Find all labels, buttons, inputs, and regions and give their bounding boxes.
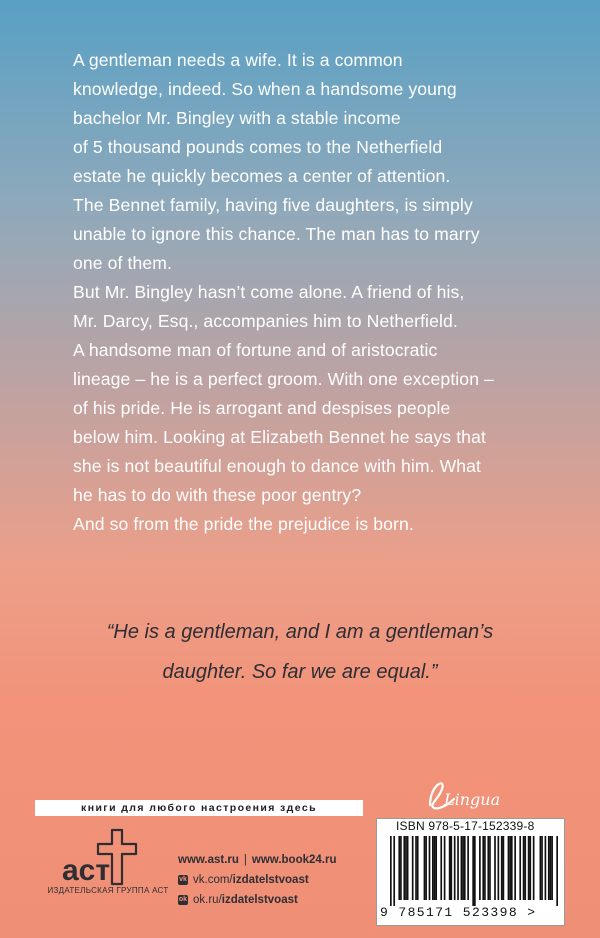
ast-logo	[58, 826, 154, 888]
barcode-bar	[432, 836, 434, 900]
barcode-bar	[523, 836, 525, 900]
ok-icon: ok	[178, 896, 188, 903]
barcode-bar	[472, 836, 474, 906]
barcode-bar	[551, 836, 553, 900]
barcode-bar	[545, 836, 547, 900]
blurb-line: But Mr. Bingley hasn’t come alone. A friend of his,	[73, 282, 465, 302]
barcode-bar	[489, 836, 491, 900]
barcode-bar	[541, 836, 543, 900]
blurb-line: bachelor Mr. Bingley with a stable income	[73, 108, 401, 128]
barcode-bar	[519, 836, 521, 900]
barcode-bar	[415, 836, 417, 900]
slogan-bar: книги для любого настроения здесь	[35, 800, 363, 816]
barcode-bar	[467, 836, 469, 900]
barcode-bar	[548, 836, 550, 900]
barcode-bar	[528, 836, 530, 900]
barcode-bar	[514, 836, 516, 900]
blurb-line: of 5 thousand pounds comes to the Netherfield	[73, 137, 443, 157]
barcode-bar	[449, 836, 451, 900]
barcode-bar	[407, 836, 409, 900]
blurb-line: she is not beautiful enough to dance with him. What	[73, 456, 482, 476]
barcode-bar	[501, 836, 503, 900]
blurb-line: And so from the pride the prejudice is born.	[73, 514, 414, 534]
barcode-bar	[556, 836, 558, 906]
barcode-bar	[524, 836, 526, 900]
barcode-bar	[479, 836, 481, 900]
barcode-bar	[508, 836, 510, 900]
barcode-bar	[457, 836, 459, 900]
barcode-bar	[494, 836, 496, 900]
vk-handle: izdatelstvoast	[232, 874, 309, 886]
websites-row	[178, 850, 336, 870]
ok-row[interactable]	[178, 890, 336, 910]
barcode-bar	[425, 836, 427, 900]
blurb-line: The Bennet family, having five daughters, is simply	[73, 195, 473, 215]
barcode-bar	[462, 836, 464, 900]
barcode-icon	[390, 836, 558, 906]
blurb-line: one of them.	[73, 253, 173, 273]
barcode-bar	[533, 836, 535, 900]
barcode-bar	[464, 836, 466, 900]
blurb-line: Mr. Darcy, Esq., accompanies him to Netherfield.	[73, 311, 458, 331]
ok-prefix: ok.ru/	[193, 894, 222, 906]
pull-quote	[60, 612, 540, 692]
barcode-bar	[440, 836, 442, 900]
barcode-bar	[484, 836, 486, 900]
barcode-bar	[461, 836, 463, 900]
barcode-bar	[434, 836, 436, 900]
vk-prefix: vk.com/	[193, 874, 233, 886]
blurb-line: A gentleman needs a wife. It is a common	[73, 50, 403, 70]
barcode-bar	[393, 836, 395, 906]
barcode-bar	[487, 836, 489, 900]
ean-digits	[380, 905, 560, 920]
quote-line-1: “He is a gentleman, and I am a gentleman’s	[106, 621, 494, 643]
barcode-bar	[498, 836, 500, 900]
barcode-bar	[550, 836, 552, 900]
publisher-group-name: ИЗДАТЕЛЬСКАЯ ГРУППА АСТ	[47, 886, 169, 895]
link-separator: |	[243, 854, 247, 866]
blurb-line: he has to do with these poor gentry?	[73, 485, 362, 505]
vk-icon: vk	[179, 876, 187, 883]
vk-row[interactable]	[178, 870, 336, 890]
barcode-bar	[435, 836, 437, 900]
barcode-bar	[444, 836, 446, 900]
barcode-bar	[429, 836, 431, 900]
barcode-bar	[412, 836, 414, 900]
barcode-bar	[503, 836, 505, 900]
barcode-bar	[540, 836, 542, 900]
barcode-bar	[405, 836, 407, 900]
ean-suffix: >	[527, 905, 537, 920]
lingua-logo	[424, 775, 514, 811]
book24-site-link[interactable]: www.book24.ru	[251, 854, 337, 866]
ok-handle: izdatelstvoast	[221, 894, 298, 906]
ast-site-link[interactable]: www.ast.ru	[178, 854, 239, 866]
barcode-bar	[424, 836, 426, 900]
barcode-bar	[390, 836, 392, 906]
quote-line-2: daughter. So far we are equal.”	[162, 661, 438, 683]
blurb-line: A handsome man of fortune and of aristocratic	[73, 340, 438, 360]
barcode-bar	[529, 836, 531, 900]
barcode-bar	[403, 836, 405, 900]
barcode-bar	[509, 836, 511, 900]
barcode-bar	[482, 836, 484, 900]
barcode-bar	[511, 836, 513, 900]
barcode-bar	[400, 836, 402, 900]
ast-logo-text: аст	[62, 854, 111, 887]
barcode-bar	[417, 836, 419, 900]
blurb-text	[73, 46, 543, 539]
isbn-label: ISBN 978-5-17-152339-8	[396, 819, 535, 833]
blurb-line: lineage – he is a perfect groom. With one exception –	[73, 369, 494, 389]
barcode-bar	[450, 836, 452, 900]
barcode-bar	[474, 836, 476, 906]
ean-number: 9 785171 523398	[380, 905, 519, 920]
blurb-line: knowledge, indeed. So when a handsome young	[73, 79, 457, 99]
barcode-bar	[398, 836, 400, 900]
publisher-links	[178, 850, 336, 910]
imprint-name: Lingua	[444, 790, 501, 809]
blurb-line: estate he quickly becomes a center of attention.	[73, 166, 451, 186]
blurb-line: below him. Looking at Elizabeth Bennet he says that	[73, 427, 486, 447]
barcode-bar	[454, 836, 456, 900]
blurb-line: of his pride. He is arrogant and despises people	[73, 398, 451, 418]
blurb-line: unable to ignore this chance. The man has to marry	[73, 224, 480, 244]
